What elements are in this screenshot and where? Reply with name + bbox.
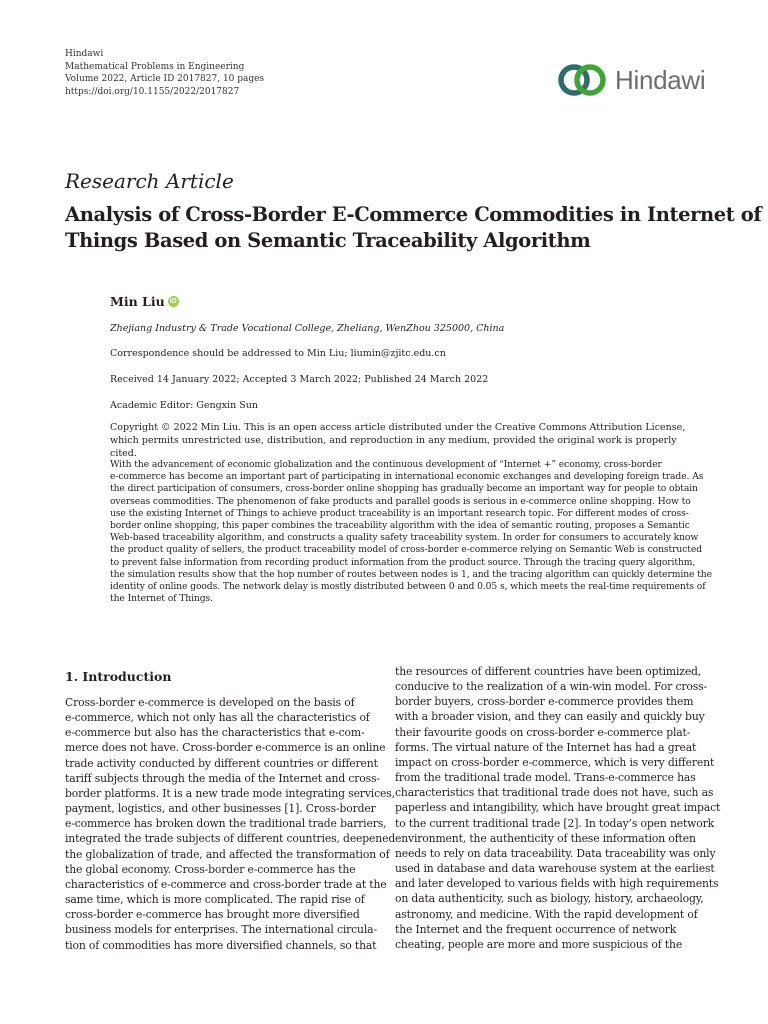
body-line: needs to rely on data traceability. Data traceability was only bbox=[395, 846, 716, 860]
abstract-line: the product quality of sellers, the product traceability model of cross-border e-commerce relying on Semantic Web is constructed bbox=[110, 544, 702, 556]
body-line: cheating, people are more and more suspicious of the bbox=[395, 937, 683, 951]
body-line: integrated the trade subjects of different countries, deepened bbox=[65, 832, 396, 846]
body-line: characteristics of e-commerce and cross-border trade at the bbox=[65, 877, 387, 891]
body-line: trade activity conducted by different countries or different bbox=[65, 756, 378, 770]
body-line: the Internet and the frequent occurrence of network bbox=[395, 922, 677, 936]
body-line: astronomy, and medicine. With the rapid development of bbox=[395, 907, 698, 921]
abstract-line: overseas commodities. The phenomenon of fake products and parallel goods is serious in e-commerce online shopping. How to bbox=[110, 495, 691, 507]
author-name[interactable]: Min Liu bbox=[110, 294, 165, 309]
correspondence: Correspondence should be addressed to Min Liu; liumin@zjitc.edu.cn bbox=[110, 348, 446, 359]
left-column bbox=[65, 695, 396, 953]
abstract-line: the simulation results show that the hop number of routes between nodes is 1, and the tracing algorithm can quickly determine the bbox=[110, 568, 712, 580]
body-line: on data authenticity, such as biology, history, archaeology, bbox=[395, 892, 704, 906]
abstract-line: With the advancement of economic globalization and the continuous development of “Internet +” economy, cross-border bbox=[110, 459, 662, 470]
body-line: payment, logistics, and other businesses [1]. Cross-border bbox=[65, 802, 376, 816]
title-line: Analysis of Cross-Border E-Commerce Commodities in Internet of bbox=[65, 203, 762, 226]
section-heading-introduction: 1. Introduction bbox=[65, 669, 172, 684]
body-line: their favourite goods on cross-border e-commerce plat- bbox=[395, 725, 691, 739]
body-line: paperless and intangibility, which have brought great impact bbox=[395, 801, 721, 815]
body-line: from the traditional trade model. Trans-e-commerce has bbox=[395, 771, 696, 785]
publication-dates: Received 14 January 2022; Accepted 3 March 2022; Published 24 March 2022 bbox=[110, 374, 489, 385]
article-type: Research Article bbox=[65, 169, 234, 193]
body-line: conducive to the realization of a win-win model. For cross- bbox=[395, 680, 707, 694]
body-line: forms. The virtual nature of the Internet has had a great bbox=[395, 740, 697, 754]
affiliation: Zhejiang Industry & Trade Vocational College, Zheliang, WenZhou 325000, China bbox=[110, 323, 505, 334]
body-line: business models for enterprises. The international circula- bbox=[65, 923, 377, 937]
body-line: characteristics that traditional trade does not have, such as bbox=[395, 786, 714, 800]
body-line: the globalization of trade, and affected the transformation of bbox=[65, 847, 390, 861]
paper-title bbox=[65, 202, 762, 254]
abstract-line: to prevent false information from recording product information from the product source. Through the tracing query algorithm, bbox=[110, 556, 696, 568]
hindawi-logo bbox=[557, 62, 705, 98]
abstract bbox=[110, 459, 712, 605]
abstract-line: Web-based traceability algorithm, and constructs a quality safety traceability system. In order for consumers to accurately know bbox=[110, 532, 699, 544]
body-line: tion of commodities has more diversified channels, so that bbox=[65, 938, 377, 952]
abstract-line: identity of online goods. The network delay is mostly distributed between 0 and 0.05 s, which meets the real-time requirements of bbox=[110, 581, 706, 593]
body-line: with a broader vision, and they can easily and quickly buy bbox=[395, 710, 705, 724]
orcid-icon[interactable]: iD bbox=[169, 298, 177, 305]
meta-doi[interactable]: https://doi.org/10.1155/2022/2017827 bbox=[65, 86, 240, 97]
body-line: Cross-border e-commerce is developed on the basis of bbox=[65, 696, 355, 709]
body-line: e-commerce, which not only has all the characteristics of bbox=[65, 711, 370, 725]
meta-volume: Volume 2022, Article ID 2017827, 10 pages bbox=[65, 74, 265, 84]
body-line: cross-border e-commerce has brought more diversified bbox=[65, 908, 360, 922]
journal-meta bbox=[65, 48, 264, 98]
body-line: e-commerce but also has the characteristics that e-com- bbox=[65, 726, 365, 740]
abstract-line: the direct participation of consumers, cross-border online shopping has gradually become an important way for people to obtain bbox=[110, 483, 698, 495]
academic-editor: Academic Editor: Gengxin Sun bbox=[110, 400, 258, 411]
body-line: the resources of different countries have been optimized, bbox=[395, 665, 702, 678]
abstract-line: the Internet of Things. bbox=[110, 593, 213, 605]
body-line: border platforms. It is a new trade mode integrating services, bbox=[65, 786, 395, 800]
body-line: border buyers, cross-border e-commerce provides them bbox=[395, 695, 694, 709]
body-line: same time, which is more complicated. The rapid rise of bbox=[65, 893, 365, 907]
abstract-line: use the existing Internet of Things to achieve product traceability is an important research topic. For different modes of cross- bbox=[110, 507, 689, 519]
copyright: Copyright © 2022 Min Liu. This is an open access article distributed under the Creative Commons Attribution License, which permits unrestricted use, distribution, and reproduction in any medium, provided the original work is properly cited. bbox=[110, 422, 686, 459]
meta-journal: Mathematical Problems in Engineering bbox=[65, 61, 245, 72]
body-line: e-commerce has broken down the traditional trade barriers, bbox=[65, 817, 387, 831]
body-line: tariff subjects through the media of the Internet and cross- bbox=[65, 771, 380, 785]
abstract-line: border online shopping, this paper combines the traceability algorithm with the idea of semantic routing, proposes a Semantic bbox=[110, 520, 690, 532]
body-line: environment, the authenticity of these information often bbox=[395, 831, 696, 845]
body-line: the global economy. Cross-border e-commerce has the bbox=[65, 862, 356, 876]
title-line: Things Based on Semantic Traceability Algorithm bbox=[65, 229, 591, 252]
logo-text: Hindawi bbox=[615, 64, 706, 95]
hindawi-rings-icon bbox=[557, 62, 607, 98]
abstract-line: e-commerce has become an important part of participating in international economic exchanges and developing foreign trade. As bbox=[110, 471, 704, 483]
body-line: and later developed to various fields with high requirements bbox=[395, 877, 719, 891]
meta-publisher: Hindawi bbox=[65, 49, 104, 59]
body-line: merce does not have. Cross-border e-commerce is an online bbox=[65, 741, 386, 755]
body-line: impact on cross-border e-commerce, which is very different bbox=[395, 755, 715, 769]
body-line: used in database and data warehouse system at the earliest bbox=[395, 862, 715, 876]
body-line: to the current traditional trade [2]. In today’s open network bbox=[395, 816, 715, 830]
right-column bbox=[395, 664, 721, 952]
author bbox=[110, 294, 179, 309]
